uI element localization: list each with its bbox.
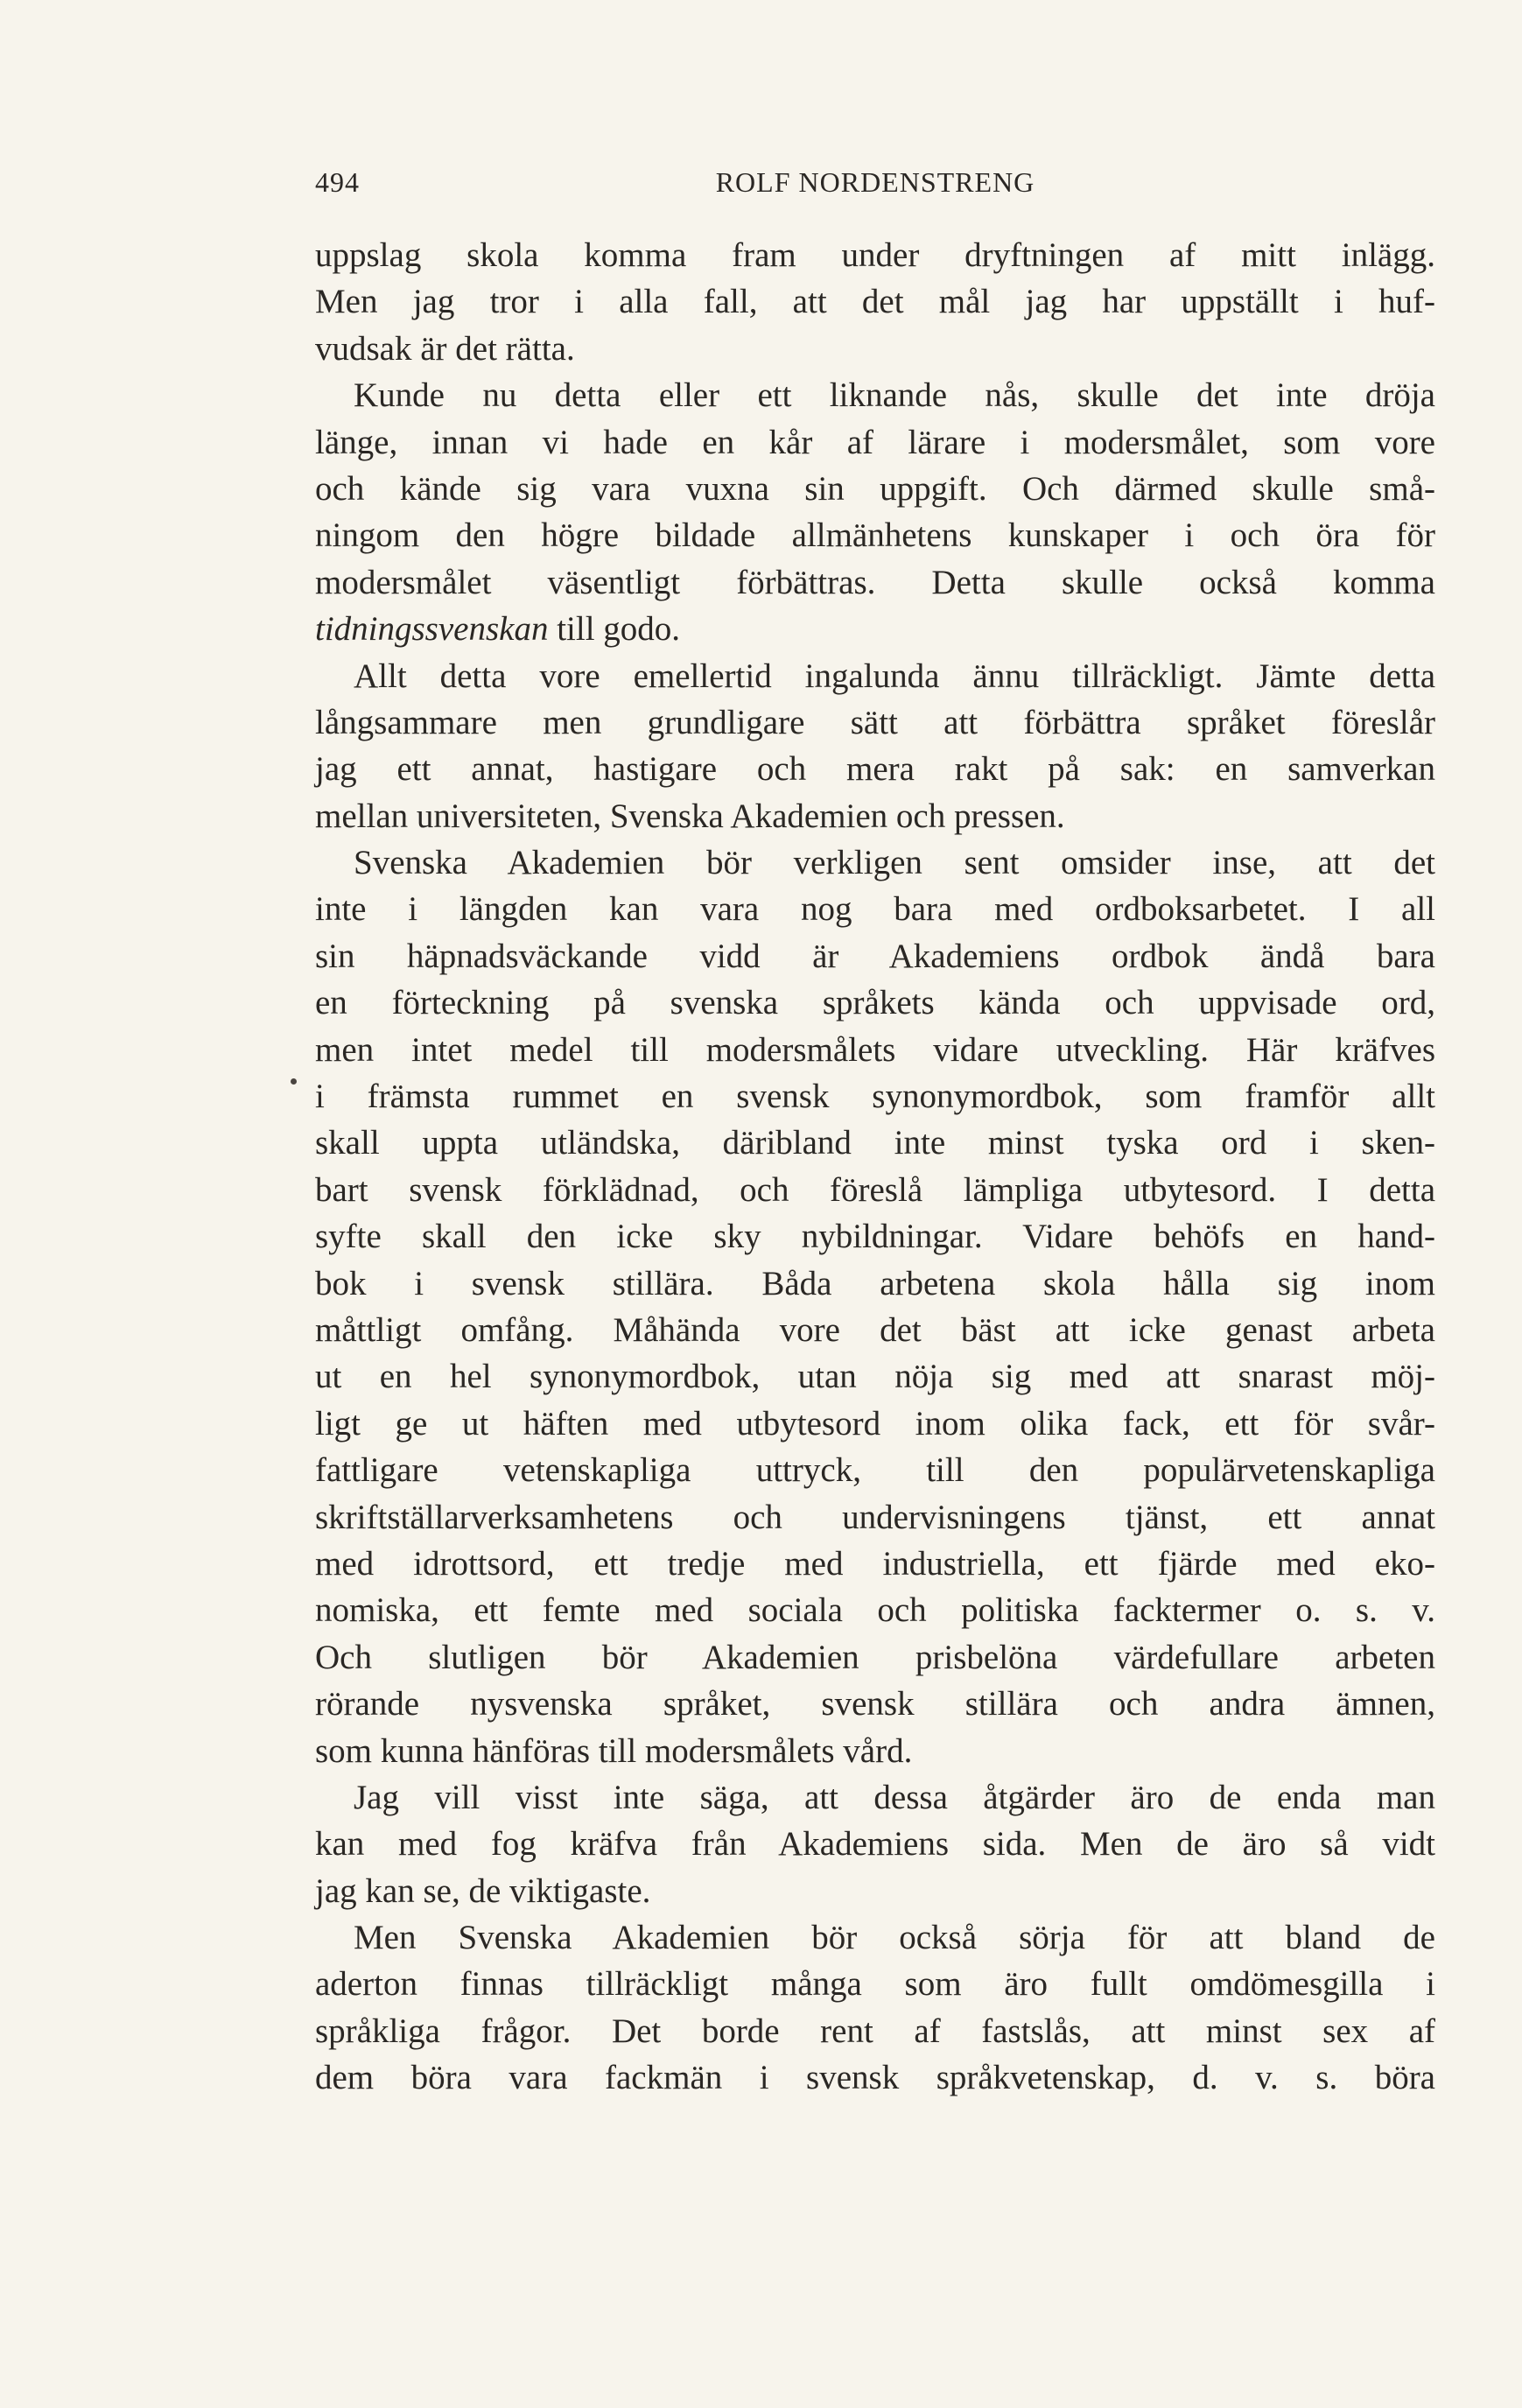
text-line-with-italic xyxy=(315,606,1435,652)
text-line: Svenska Akademien bör verkligen sent omsider inse, att det xyxy=(354,844,1435,882)
text-line: som kunna hänföras till modersmålets vård. xyxy=(315,1731,913,1770)
text-line: mellan universiteten, Svenska Akademien och pressen. xyxy=(315,797,1065,835)
text-line: Och slutligen bör Akademien prisbelöna värdefullare arbeten xyxy=(315,1638,1435,1676)
text-line: bart svensk förklädnad, och föreslå lämpliga utbytesord. I detta xyxy=(315,1170,1435,1209)
text-line: Jag vill visst inte säga, att dessa åtgärder äro de enda man xyxy=(354,1778,1435,1816)
text-line: långsammare men grundligare sätt att förbättra språket föreslår xyxy=(315,703,1435,741)
text-line: jag kan se, de viktigaste. xyxy=(315,1871,651,1910)
text-line: sin häpnadsväckande vidd är Akademiens ordbok ändå bara xyxy=(315,937,1435,975)
text-line: dem böra vara fackmän i svensk språkvetenskap, d. v. s. böra xyxy=(315,2059,1435,2097)
text-line: jag ett annat, hastigare och mera rakt på sak: en samverkan xyxy=(315,750,1435,789)
running-header xyxy=(315,166,1435,207)
text-line: språkliga frågor. Det borde rent af fastslås, att minst sex af xyxy=(315,2011,1435,2050)
text-line: länge, innan vi hade en kår af lärare i modersmålet, som vore xyxy=(315,423,1435,461)
running-title: ROLF NORDENSTRENG xyxy=(715,166,1035,198)
text-line: skall uppta utländska, däribland inte minst tyska ord i sken- xyxy=(315,1124,1435,1162)
text-line: skriftställarverksamhetens och undervisningens tjänst, ett annat xyxy=(315,1498,1435,1536)
text-line: ningom den högre bildade allmänhetens kunskaper i och öra för xyxy=(315,516,1435,555)
text-line-rest: till godo. xyxy=(557,610,681,649)
text-line: Allt detta vore emellertid ingalunda ännu tillräckligt. Jämte detta xyxy=(354,656,1435,695)
text-line: men intet medel till modersmålets vidare utveckling. Här kräfves xyxy=(315,1030,1435,1069)
text-line: med idrottsord, ett tredje med industriella, ett fjärde med eko- xyxy=(315,1544,1435,1583)
body-text xyxy=(315,232,1435,2102)
text-line: i främsta rummet en svensk synonymordbok, som framför allt xyxy=(315,1078,1435,1116)
text-line: Men Svenska Akademien bör också sörja för att bland de xyxy=(354,1919,1435,1957)
text-line: måttligt omfång. Måhända vore det bäst att icke genast arbeta xyxy=(315,1310,1435,1349)
text-line: Men jag tror i alla fall, att det mål jag har uppställt i huf- xyxy=(315,283,1435,321)
text-line: rörande nysvenska språket, svensk stillära och andra ämnen, xyxy=(315,1685,1435,1724)
text-line: modersmålet väsentligt förbättras. Detta skulle också komma xyxy=(315,563,1435,601)
margin-mark xyxy=(291,1078,297,1085)
text-line: uppslag skola komma fram under dryftningen af mitt inlägg. xyxy=(315,236,1435,274)
text-line: aderton finnas tillräckligt många som äro fullt omdömesgilla i xyxy=(315,1965,1435,2004)
text-line: och kände sig vara vuxna sin uppgift. Och därmed skulle små- xyxy=(315,469,1435,508)
text-line: kan med fog kräfva från Akademiens sida. Men de äro så vidt xyxy=(315,1825,1435,1864)
text-line: ligt ge ut häften med utbytesord inom olika fack, ett för svår- xyxy=(315,1404,1435,1443)
text-line: vudsak är det rätta. xyxy=(315,329,575,368)
text-line: syfte skall den icke sky nybildningar. Vidare behöfs en hand- xyxy=(315,1218,1435,1256)
text-line: inte i längden kan vara nog bara med ordboksarbetet. I all xyxy=(315,890,1435,929)
text-line: ut en hel synonymordbok, utan nöja sig med att snarast möj- xyxy=(315,1358,1435,1396)
italic-word: tidningssvenskan xyxy=(315,610,549,649)
text-line: nomiska, ett femte med sociala och politiska facktermer o. s. v. xyxy=(315,1591,1435,1630)
text-line: en förteckning på svenska språkets kända och uppvisade ord, xyxy=(315,984,1435,1022)
text-line: Kunde nu detta eller ett liknande nås, skulle det inte dröja xyxy=(354,376,1435,415)
page-number: 494 xyxy=(315,166,360,198)
text-line: fattligare vetenskapliga uttryck, till den populärvetenskapliga xyxy=(315,1451,1435,1490)
text-line: bok i svensk stillära. Båda arbetena skola hålla sig inom xyxy=(315,1264,1435,1302)
